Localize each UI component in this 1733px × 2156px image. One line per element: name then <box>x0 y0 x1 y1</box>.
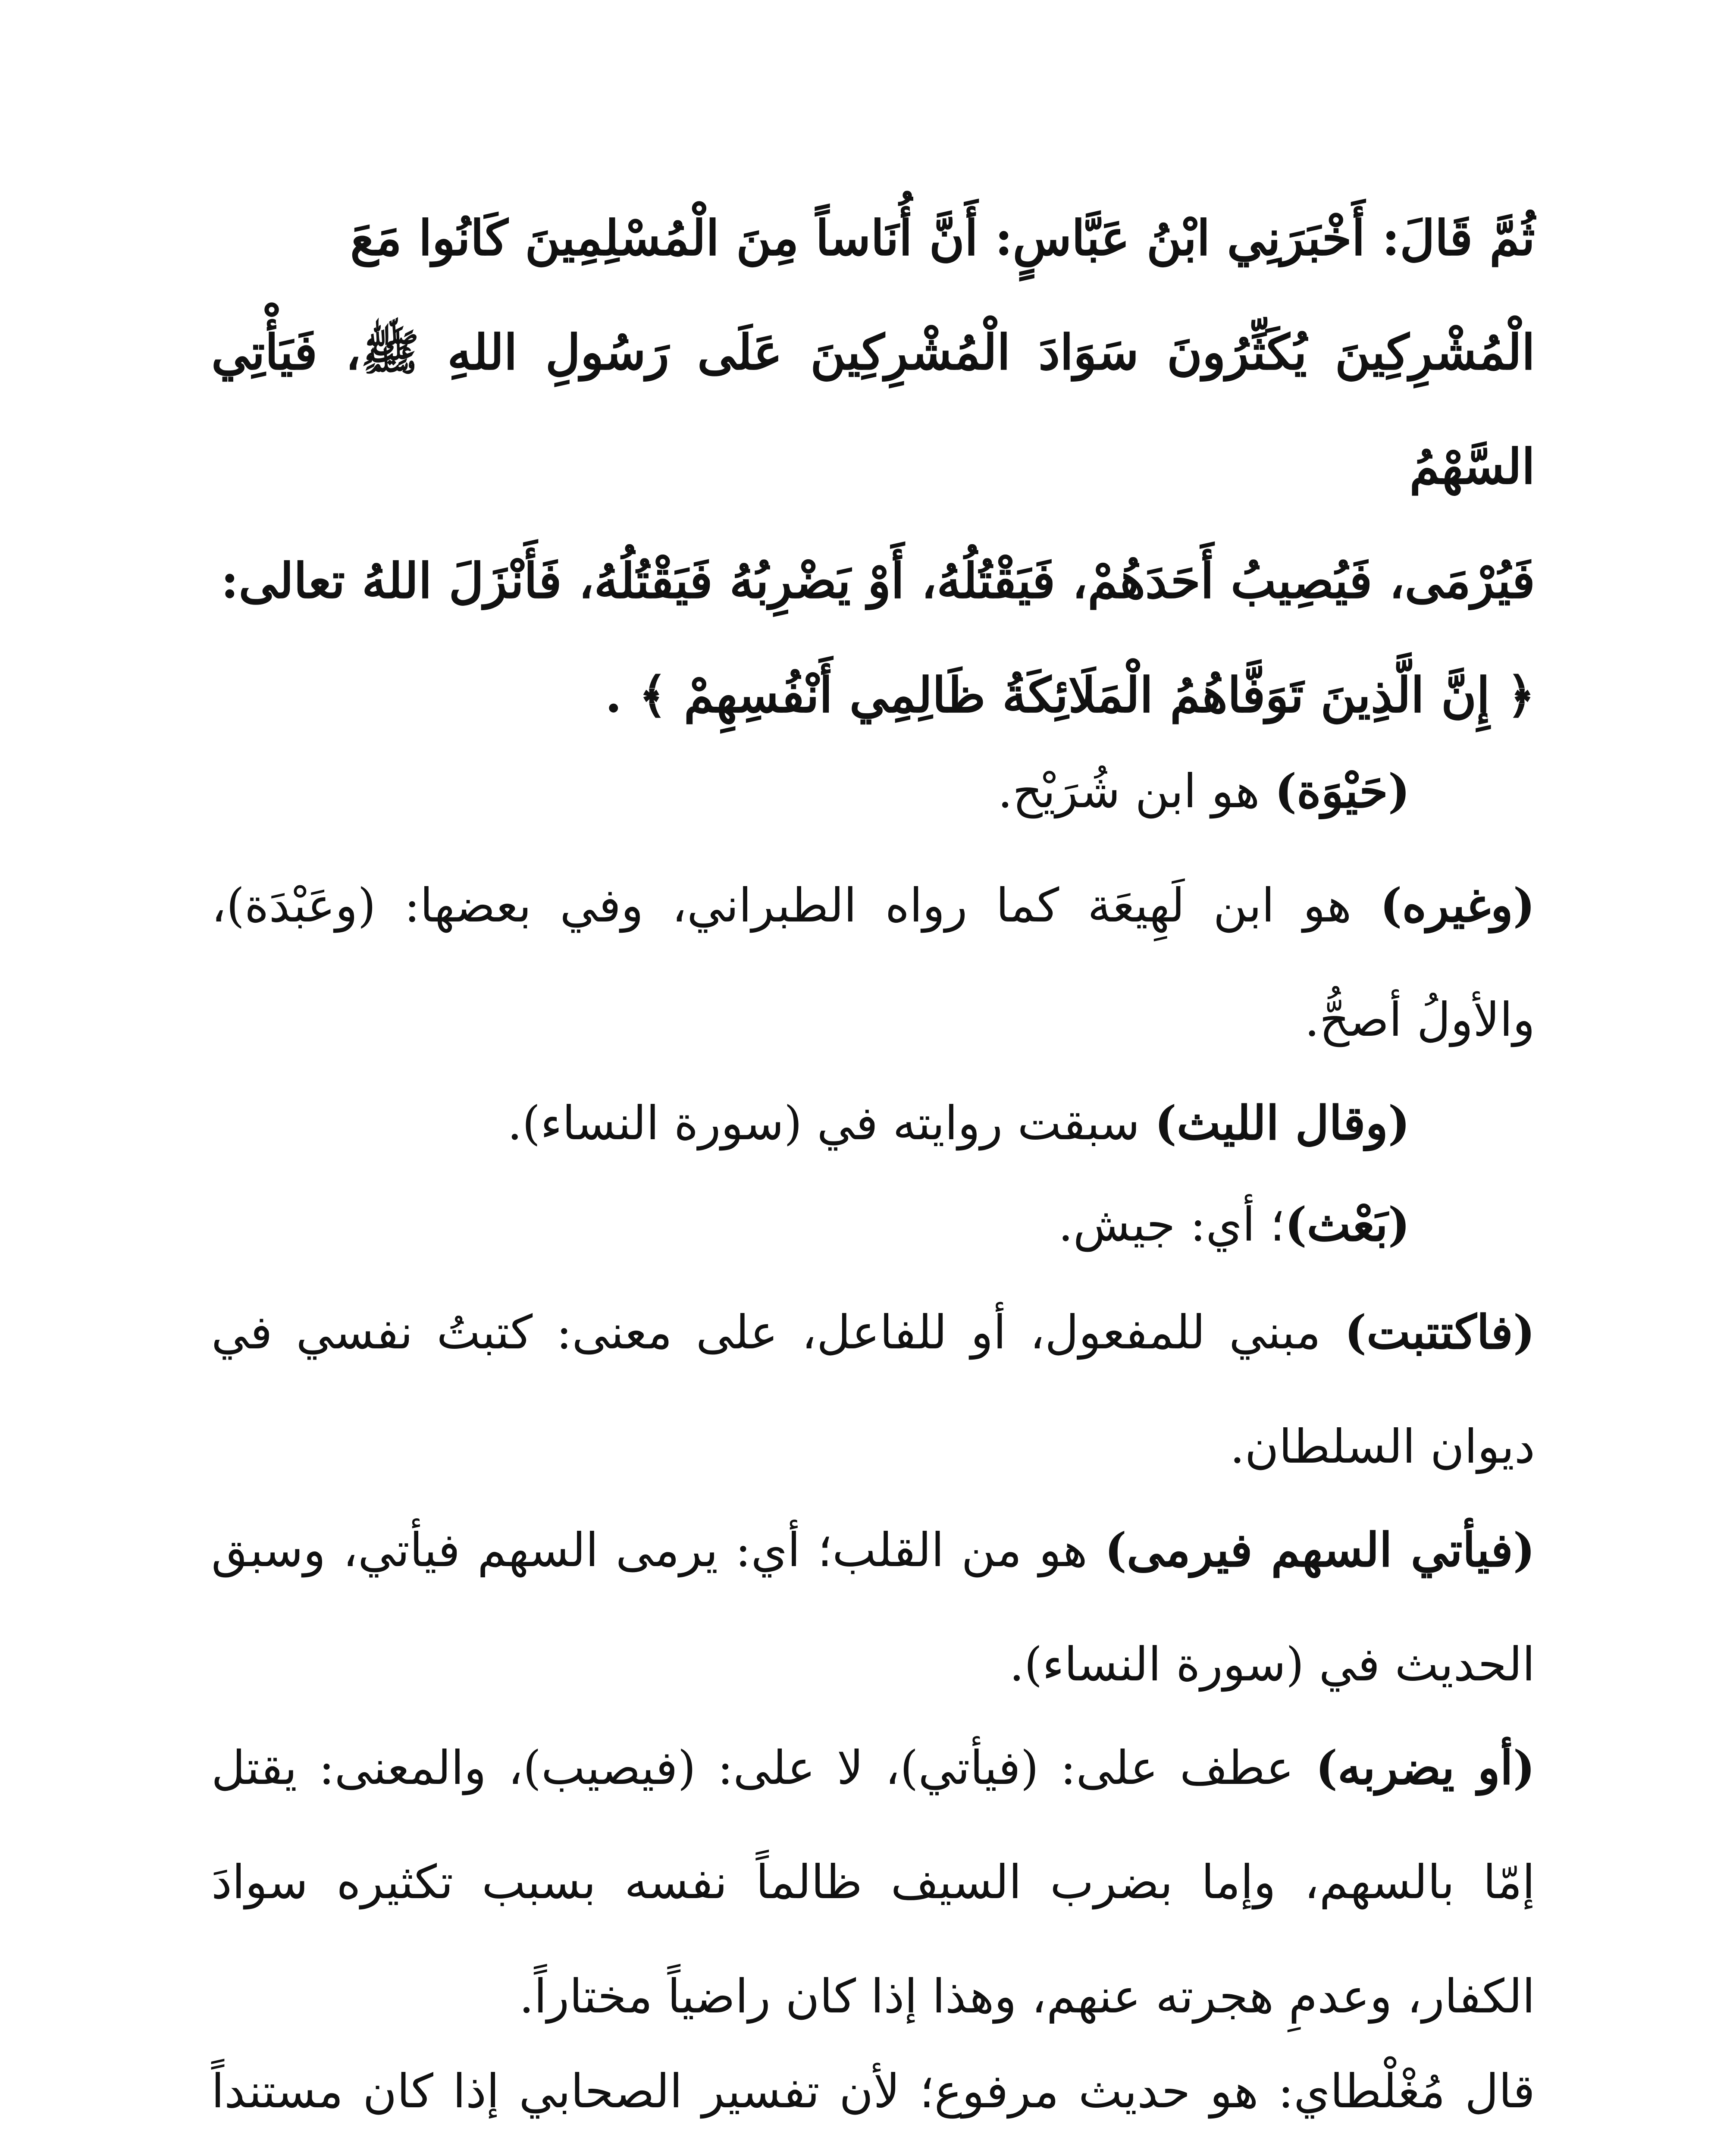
commentary-paragraph <box>211 734 1535 849</box>
paragraph-text: ؛ أي: جيش. <box>1058 1198 1285 1252</box>
commentary-paragraph <box>211 1168 1535 1282</box>
term-label: (وغيره) <box>1380 878 1535 933</box>
paragraph-text: عطف على: (فيأتي)، لا على: (فيصيب)، والمعنى: يقتل إمّا بالسهم، وإما بضرب السيف ظالماً نفسه بسبب تكثيره سوادَ الكفار، وعدمِ هجرته عنهم، وهذا إذا كان راضياً مختاراً. <box>211 1741 1535 2024</box>
term-label: (وقال الليث) <box>1154 1096 1410 1150</box>
paragraph-text: قال مُغْلْطاي: هو حديث مرفوع؛ لأن تفسير الصحابي إذا كان مستنداً <box>211 2065 1535 2118</box>
commentary-paragraph <box>211 849 1535 1077</box>
quote-line: الْمُشْرِكِينَ يُكَثِّرُونَ سَوَادَ الْمُشْرِكِينَ عَلَى رَسُولِ اللهِ ﷺ، فَيَأْتِي السَّهْمُ <box>211 324 1535 495</box>
paragraph-text: هو ابن لَهِيعَة كما رواه الطبراني، وفي بعضها: (وعَبْدَة)، والأولُ أصحُّ. <box>211 879 1535 1047</box>
hadith-quote <box>211 181 1535 752</box>
commentary-paragraph <box>211 1711 1535 2054</box>
quote-line: فَيُرْمَى، فَيُصِيبُ أَحَدَهُمْ، فَيَقْتُلُهُ، أَوْ يَضْرِبُهُ فَيَقْتُلُهُ، فَأَنْزَلَ اللهُ تعالى: <box>221 553 1535 609</box>
paragraph-text: هو ابن شُرَيْح. <box>997 765 1275 818</box>
term-label: (حَيْوَة) <box>1275 764 1410 818</box>
term-label: (بَعْث) <box>1285 1197 1410 1252</box>
term-label: (فيأتي السهم فيرمى) <box>1104 1523 1535 1577</box>
quote-line: ثُمَّ قَالَ: أَخْبَرَنِي ابْنُ عَبَّاسٍ: أَنَّ أُنَاساً مِنَ الْمُسْلِمِينَ كَانُوا مَعَ <box>350 210 1535 266</box>
term-label: (فاكتتبت) <box>1344 1305 1535 1360</box>
commentary-paragraph <box>211 1493 1535 1722</box>
commentary-paragraph <box>211 1275 1535 1504</box>
commentary-paragraph <box>211 1066 1535 1181</box>
quran-verse-line: ﴿ إِنَّ الَّذِينَ تَوَفَّاهُمُ الْمَلَائِكَةُ ظَالِمِي أَنْفُسِهِمْ ﴾ . <box>605 667 1535 724</box>
commentary-paragraph <box>211 2034 1535 2156</box>
paragraph-text: مبني للمفعول، أو للفاعل، على معنى: كتبتُ نفسي في ديوان السلطان. <box>211 1306 1535 1474</box>
paragraph-text: هو من القلب؛ أي: يرمى السهم فيأتي، وسبق الحديث في (سورة النساء). <box>211 1523 1535 1692</box>
term-label: (أو يضربه) <box>1315 1741 1535 1795</box>
paragraph-text: سبقت روايته في (سورة النساء). <box>507 1097 1155 1150</box>
